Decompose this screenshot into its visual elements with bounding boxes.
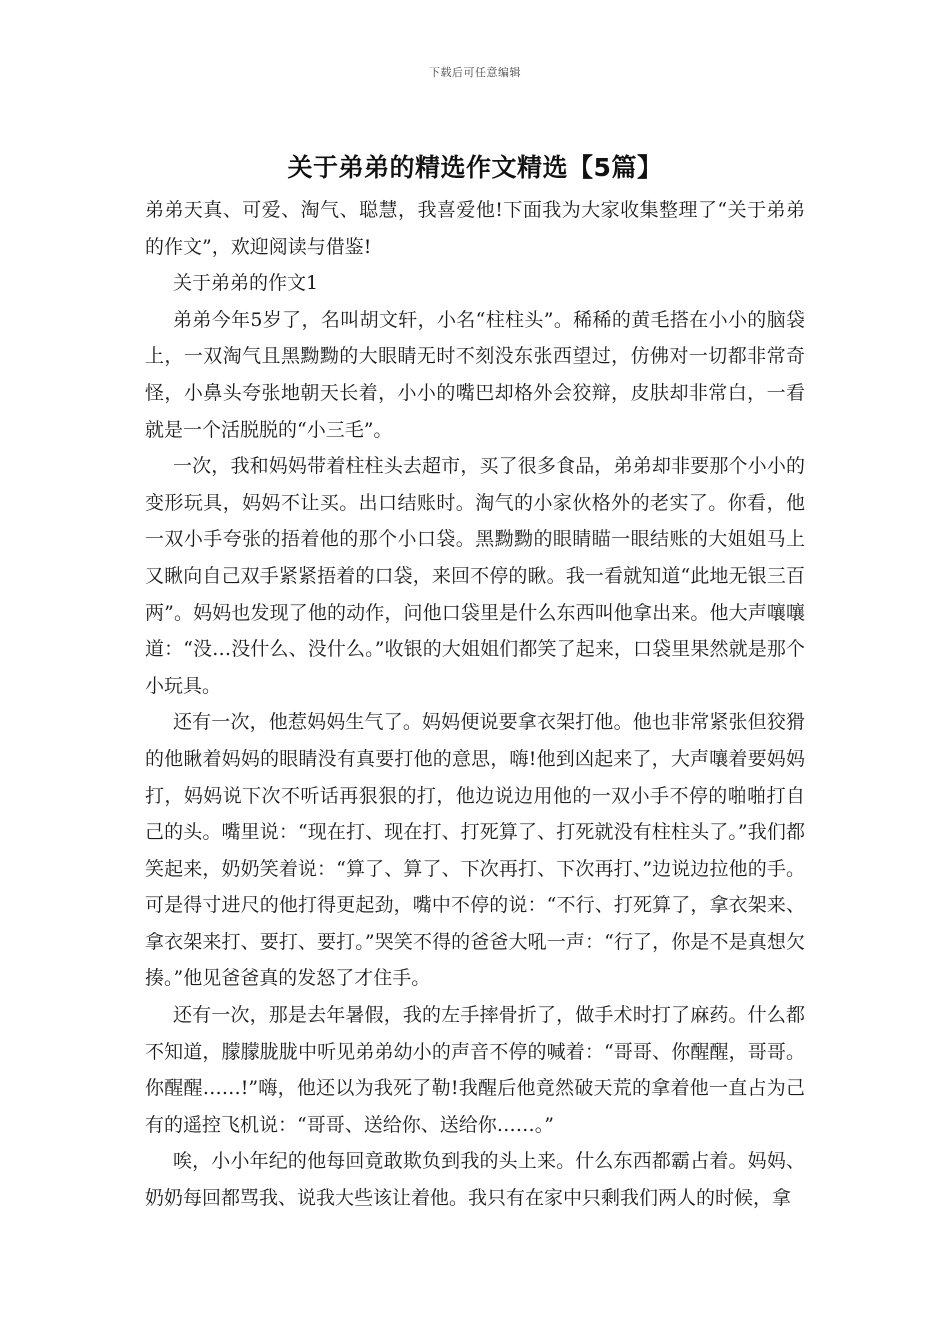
paragraph: 弟弟今年5岁了，名叫胡文轩，小名“柱柱头”。稀稀的黄毛搭在小小的脑袋上，一双淘气且黑黝黝的大眼睛无时不刻没东张西望过，仿佛对一切都非常奇怪，小鼻头夸张地朝天长着，小小的嘴巴却格外会狡辩，皮肤却非常白，一看就是一个活脱脱的“小三毛”。 (145, 308, 805, 441)
paragraph: 还有一次，那是去年暑假，我的左手摔骨折了，做手术时打了麻药。什么都不知道，朦朦胧胧中听见弟弟幼小的声音不停的喊着：“哥哥、你醒醒，哥哥。你醒醒……!”嗨，他还以为我死了勒!我醒后他竟然破天荒的拿着他一直占为己有的遥控飞机说：“哥哥、送给你、送给你……。” (145, 1004, 805, 1136)
section-heading: 关于弟弟的作文1 (173, 272, 319, 295)
paragraph-intro: 弟弟天真、可爱、淘气、聪慧，我喜爱他!下面我为大家收集整理了“关于弟弟的作文”，欢迎阅读与借鉴! (145, 199, 805, 258)
paragraph: 还有一次，他惹妈妈生气了。妈妈便说要拿衣架打他。他也非常紧张但狡猾的他瞅着妈妈的眼睛没有真要打他的意思，嗨!他到凶起来了，大声嚷着要妈妈打，妈妈说下次不听话再狠狠的打，他边说边用他的一双小手不停的啪啪打自己的头。嘴里说：“现在打、现在打、打死算了、打死就没有柱柱头了。”我们都笑起来，奶奶笑着说：“算了、算了、下次再打、下次再打、”边说边拉他的手。可是得寸进尺的他打得更起劲，嘴中不停的说：“不行、打死算了，拿衣架来、拿衣架来打、要打、要打。”哭笑不得的爸爸大吼一声：“行了，你是不是真想欠揍。”他见爸爸真的发怒了才住手。 (145, 711, 805, 990)
paragraph: 唉，小小年纪的他每回竟敢欺负到我的头上来。什么东西都霸占着。妈妈、奶奶每回都骂我、说我大些该让着他。我只有在家中只剩我们两人的时候，拿 (145, 1150, 805, 1210)
header-note: 下载后可任意编辑 (429, 66, 521, 79)
paragraph: 一次，我和妈妈带着柱柱头去超市，买了很多食品，弟弟却非要那个小小的变形玩具，妈妈不让买。出口结账时。淘气的小家伙格外的老实了。你看，他一双小手夸张的捂着他的那个小口袋。黑黝黝的眼睛瞄一眼结账的大姐姐马上又瞅向自己双手紧紧捂着的口袋，来回不停的瞅。我一看就知道“此地无银三百两”。妈妈也发现了他的动作，问他口袋里是什么东西叫他拿出来。他大声嚷嚷道：“没…没什么、没什么。”收银的大姐姐们都笑了起来，口袋里果然就是那个小玩具。 (145, 455, 805, 697)
document-title: 关于弟弟的精选作文精选【5篇】 (287, 153, 663, 182)
document-body (145, 192, 805, 1217)
